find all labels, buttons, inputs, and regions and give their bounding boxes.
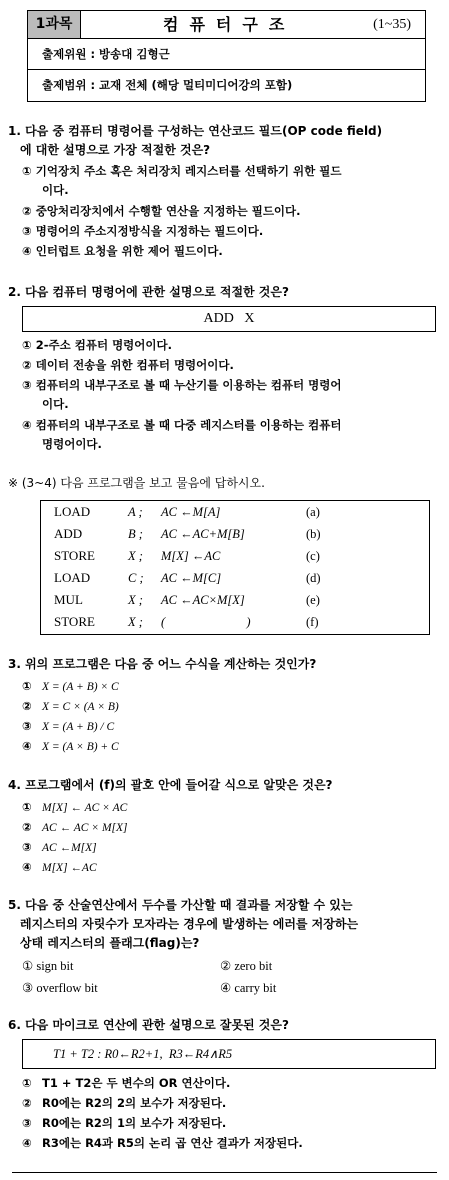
program-operand: A ;	[128, 505, 143, 519]
q4-option-2[interactable]	[22, 818, 442, 838]
q5-option-4[interactable]: ④ carry bit	[220, 981, 277, 995]
program-operand: B ;	[128, 527, 143, 541]
header-title-row	[28, 11, 425, 39]
program-line	[41, 611, 429, 633]
q5-stem	[8, 896, 442, 953]
program-tag: (e)	[306, 593, 320, 607]
q5-option-1[interactable]: ① sign bit	[22, 959, 74, 973]
q2-option-4[interactable]	[22, 416, 442, 454]
option-number: ②	[22, 820, 32, 834]
subject-title: 컴퓨터구조	[163, 15, 296, 34]
program-tag: (d)	[306, 571, 321, 585]
q4-option-3-text: AC ←M[X]	[42, 842, 97, 854]
q6-option-1[interactable]	[22, 1074, 442, 1093]
q2-option-3-line2: 이다.	[42, 397, 69, 411]
q4-option-4[interactable]	[22, 858, 442, 878]
program-opcode: LOAD	[54, 570, 91, 585]
q6-option-3-text: R0에는 R2의 1의 보수가 저장된다.	[42, 1116, 227, 1130]
q4-option-1-text: M[X] ← AC × AC	[42, 802, 128, 814]
option-number: ③	[22, 840, 32, 854]
question-range: (1~35)	[373, 17, 411, 32]
program-listing	[40, 500, 430, 635]
program-line	[41, 567, 429, 589]
q4-option-3[interactable]	[22, 838, 442, 858]
q1-option-1[interactable]	[22, 162, 442, 200]
q2-option-1[interactable]: ① 2-주소 컴퓨터 명령어이다.	[22, 338, 172, 352]
program-operand: X ;	[128, 615, 143, 629]
option-number: ①	[22, 800, 32, 814]
q5-option-2[interactable]: ② zero bit	[220, 959, 273, 973]
program-tag: (b)	[306, 527, 321, 541]
option-number: ④	[22, 860, 32, 874]
q6-option-3[interactable]	[22, 1114, 442, 1133]
subject-number: 1과목	[28, 11, 81, 38]
q2-option-3[interactable]	[22, 376, 442, 414]
program-opcode: STORE	[54, 548, 95, 563]
q6-microop-box	[22, 1039, 436, 1069]
q3-option-1[interactable]	[22, 677, 442, 697]
q2-stem: 2. 다음 컴퓨터 명령어에 관한 설명으로 적절한 것은?	[8, 285, 289, 299]
program-tag: (f)	[306, 615, 319, 629]
program-rtl: ( )	[161, 615, 251, 629]
q3-option-1-text: X = (A + B) × C	[42, 681, 119, 693]
option-number: ①	[22, 679, 32, 693]
q1-option-3[interactable]: ③ 명령어의 주소지정방식을 지정하는 필드이다.	[22, 224, 264, 238]
q4-stem: 4. 프로그램에서 (f)의 괄호 안에 들어갈 식으로 알맞은 것은?	[8, 778, 333, 792]
program-opcode: MUL	[54, 592, 83, 607]
scope-line: 출제범위 : 교재 전체 (해당 멀티미디어강의 포함)	[42, 78, 293, 92]
q4-option-1[interactable]	[22, 798, 442, 818]
program-operand: X ;	[128, 549, 143, 563]
option-number: ③	[22, 1116, 32, 1130]
q1-stem-line2: 에 대한 설명으로 가장 적절한 것은?	[20, 143, 211, 157]
program-opcode: ADD	[54, 526, 83, 541]
option-number: ④	[22, 739, 32, 753]
q3-option-3-text: X = (A + B) / C	[42, 721, 115, 733]
program-tag: (a)	[306, 505, 320, 519]
q1-option-4[interactable]: ④ 인터럽트 요청을 위한 제어 필드이다.	[22, 244, 223, 258]
q1-option-1-line1: ① 기억장치 주소 혹은 처리장치 레지스터를 선택하기 위한 필드	[22, 164, 342, 178]
q5-stem-line1: 5. 다음 중 산술연산에서 두수를 가산할 때 결과를 저장할 수 있는	[8, 898, 353, 912]
q4-option-2-text: AC ← AC × M[X]	[42, 822, 128, 834]
q3-option-2-text: X = C × (A × B)	[42, 701, 119, 713]
q1-option-1-line2: 이다.	[42, 183, 69, 197]
program-line	[41, 545, 429, 567]
q6-option-2[interactable]	[22, 1094, 442, 1113]
q6-stem: 6. 다음 마이크로 연산에 관한 설명으로 잘못된 것은?	[8, 1018, 289, 1032]
q5-options-row1	[22, 955, 442, 977]
program-rtl: AC ←M[C]	[161, 571, 222, 585]
q3-option-2[interactable]	[22, 697, 442, 717]
group-note: ※ (3~4) 다음 프로그램을 보고 물음에 답하시오.	[8, 476, 265, 490]
q4-option-4-text: M[X] ←AC	[42, 862, 97, 874]
option-number: ①	[22, 1076, 32, 1090]
q1-option-2[interactable]: ② 중앙처리장치에서 수행할 연산을 지정하는 필드이다.	[22, 204, 301, 218]
option-number: ②	[22, 1096, 32, 1110]
q5-option-3[interactable]: ③ overflow bit	[22, 981, 98, 995]
option-number: ③	[22, 719, 32, 733]
q5-options-row2	[22, 977, 442, 999]
q6-microop-text: T1 + T2 : R0←R2+1, R3←R4∧R5	[53, 1047, 233, 1061]
program-line	[41, 523, 429, 545]
q2-option-3-line1: ③ 컴퓨터의 내부구조로 볼 때 누산기를 이용하는 컴퓨터 명령어	[22, 378, 342, 392]
q3-option-4[interactable]	[22, 737, 442, 757]
program-tag: (c)	[306, 549, 320, 563]
q6-option-4[interactable]	[22, 1134, 442, 1153]
q2-instruction-box: ADD X	[22, 306, 436, 332]
q5-stem-line2: 레지스터의 자릿수가 모자라는 경우에 발생하는 에러를 저장하는	[20, 917, 359, 931]
program-rtl: AC ←AC×M[X]	[161, 593, 245, 607]
q2-option-4-line2: 명령어이다.	[42, 437, 102, 451]
q3-stem: 3. 위의 프로그램은 다음 중 어느 수식을 계산하는 것인가?	[8, 657, 317, 671]
q1-stem-line1: 1. 다음 중 컴퓨터 명령어를 구성하는 연산코드 필드(OP code field)	[8, 124, 383, 138]
program-opcode: STORE	[54, 614, 95, 629]
program-operand: X ;	[128, 593, 143, 607]
q2-option-2[interactable]: ② 데이터 전송을 위한 컴퓨터 명령어이다.	[22, 358, 234, 372]
exam-header	[27, 10, 426, 102]
author-line: 출제위원 : 방송대 김형근	[28, 39, 425, 70]
q6-option-2-text: R0에는 R2의 2의 보수가 저장된다.	[42, 1096, 227, 1110]
q5-stem-line3: 상태 레지스터의 플래그(flag)는?	[20, 936, 200, 950]
footer-divider	[12, 1172, 437, 1173]
program-line	[41, 589, 429, 611]
q3-option-3[interactable]	[22, 717, 442, 737]
program-opcode: LOAD	[54, 504, 91, 519]
q2-option-4-line1: ④ 컴퓨터의 내부구조로 볼 때 다중 레지스터를 이용하는 컴퓨터	[22, 418, 342, 432]
program-operand: C ;	[128, 571, 144, 585]
program-line	[41, 501, 429, 523]
q6-option-1-text: T1 + T2은 두 변수의 OR 연산이다.	[42, 1076, 231, 1090]
option-number: ④	[22, 1136, 32, 1150]
option-number: ②	[22, 699, 32, 713]
program-rtl: AC ←M[A]	[161, 505, 221, 519]
q3-option-4-text: X = (A × B) + C	[42, 741, 119, 753]
program-rtl: AC ←AC+M[B]	[161, 527, 245, 541]
q6-option-4-text: R3에는 R4과 R5의 논리 곱 연산 결과가 저장된다.	[42, 1136, 303, 1150]
q1-stem	[8, 122, 442, 160]
program-rtl: M[X] ←AC	[161, 549, 221, 563]
